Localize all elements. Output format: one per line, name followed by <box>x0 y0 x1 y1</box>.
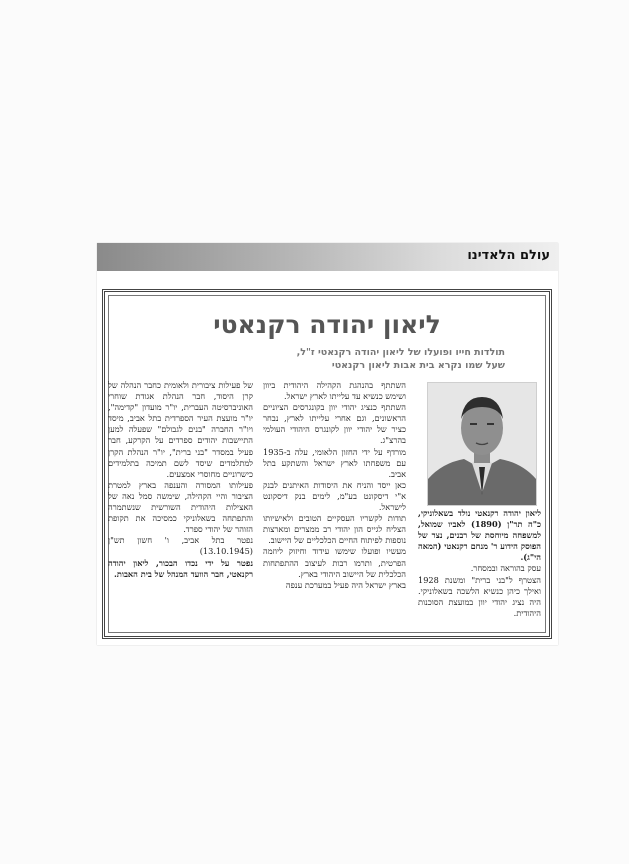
paragraph: כאן ייסד והניח את היסודות האיתנים לבנק א"י דיסקונט בע"מ, לימים בנק דיסקונט לישראל. <box>263 479 406 513</box>
paragraph: ליאון יהודה רקנאטי נולד בשאלוניקי, כ"ה תר"ן (1890) לאביו שמואל, למשפחה מיוחסת של רבנים, נצר של הפוסק הידוע ר' מנחם רקנאטי (המאה הי"ג). <box>418 508 541 563</box>
paragraph: של פעילות ציבורית ולאומית כחבר הנהלה של קרן היסוד, חבר הנהלת אגודת שוחרי האוניברסיטה העברית, יו"ר מועדון "קדימה", יו"ר מועצת העיר הספרדית בתל אביב, מיסד ויו"ר החברה "בנים לגבולם" שפעלה למען התיישבות יהודים ספרדים על הקרקע, חבר פעיל במסדר "בני ברית", יו"ר הנהלת הקרן למתלמדים שיסד לשם תמיכה בתלמידים כישרוניים מחוסרי אמצעים. <box>108 380 253 479</box>
paragraph: בארץ ישראל היה פעיל במערכת ענפה <box>285 579 406 590</box>
article-frame <box>102 289 552 639</box>
paragraph: נפטר בתל אביב, ו' חשון תש"ן (13.10.1945) <box>108 535 253 557</box>
article-title: ליאון יהודה רקנאטי <box>213 310 441 339</box>
section-header-bar <box>97 243 558 271</box>
paragraph: מעשיו ופועלו שימשו עידוד וחיזוק ליוזמה הפרטית, ותרמו רבות לעיצוב ההתפתחות הכלכלית של היישוב היהודי בארץ. <box>263 546 406 579</box>
paragraph: השתתף בהנהגת הקהילה היהודית ביוון ושימש כנשיא עד עלייתו לארץ ישראל. <box>263 380 406 402</box>
article-subtitle-secondary: שעל שמו נקרא בית אבות ליאון רקנאטי <box>331 360 505 371</box>
newspaper-clipping <box>97 243 558 645</box>
paragraph: פעילותו המסורה והענפה בארץ למטרת הציבור והיי הקהילה, שימשה סמל נאה של האצילות היהודית השורשית שנשתמרה והתפתחה בשאלוניקי כמסיכה את תקופת הזוהר של יהודי ספרד. <box>108 479 253 535</box>
paragraph: השתתף כנציג יהודי יוון בקונגרסים הציוניים הראשונים, וגם אחרי עלייתו לארץ, נבחר כציר של יהודי יוון לקונגרס היהודי העולמי בהרצ"ג. <box>263 402 406 446</box>
section-title: עולם הלאדינו <box>467 248 550 263</box>
article-column-right <box>418 508 541 619</box>
portrait-photo-icon <box>428 383 536 505</box>
portrait-photo <box>427 382 537 506</box>
paragraph: מורדף על ידי החזון הלאומי, עלה ב-1935 עם משפחתו לארץ ישראל והשתקע בתל אביב. <box>263 446 406 479</box>
paragraph: תודות לקשריו העסקיים הטובים ולאישיותו הצליח לגייס הון יהודי רב ממצרים ומארצות נוספות לפיתוח החיים הכלכליים של היישוב. <box>263 513 406 546</box>
article-column-left <box>108 380 253 580</box>
closing-paragraph: נפטר על ידי נכדו הבכור, ליאון יהודה רקנאטי, חבר הוועד המנהל של בית האבות. <box>108 557 253 579</box>
paragraph: עסק בהוראה ובמסחר. <box>470 563 541 574</box>
article-subtitle: תולדות חייו ופועלו של ליאון יהודה רקנאטי ז"ל, <box>296 347 505 358</box>
article-column-middle <box>263 380 406 591</box>
paragraph: הצטרף ל"בני ברית" ומשנת 1928 ואילך כיהן כנשיא הלשכה בשאלוניקי. היה נציג יהודי יוון במועצת הסוכנות היהודית. <box>418 574 541 618</box>
